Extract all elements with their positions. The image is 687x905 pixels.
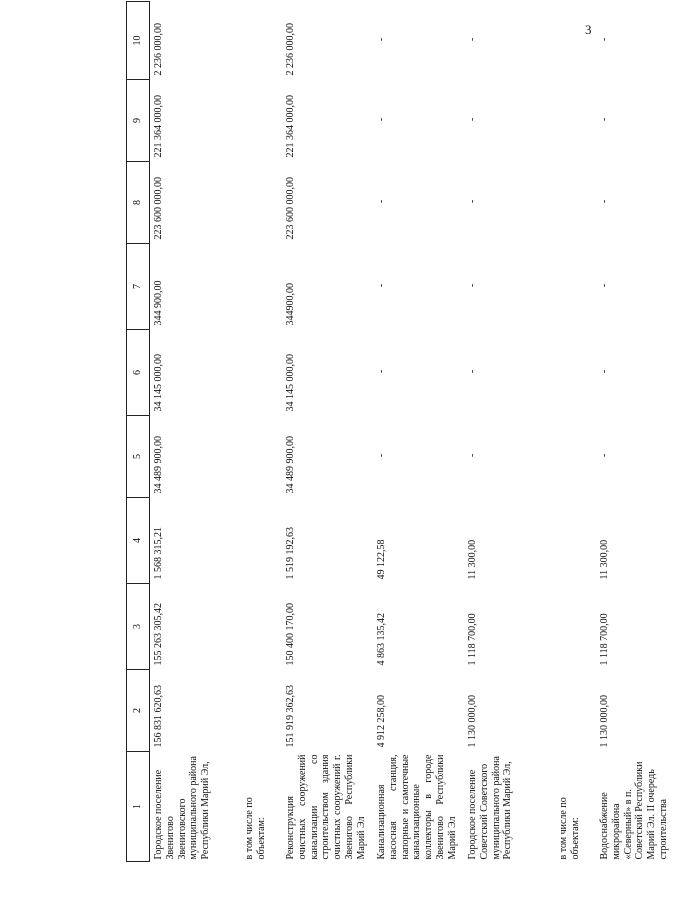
cell-col-9: - [599, 117, 610, 122]
cell-col-6 [241, 330, 282, 416]
col-header-3: 3 [127, 584, 150, 670]
cell-col-5: 34 489 900,00 [153, 436, 164, 494]
cell-col-3: 4 863 135,42 [376, 613, 387, 666]
table-row [373, 2, 464, 862]
cell-col-4: 11 300,00 [467, 539, 478, 580]
col-header-1: 1 [127, 752, 150, 862]
cell-col-7 [241, 244, 282, 330]
cell-col-5 [555, 416, 596, 498]
cell-col-2 [241, 670, 282, 752]
cell-col-6: 34 145 000,00 [285, 354, 296, 412]
cell-col-5 [241, 416, 282, 498]
col-header-9: 9 [127, 80, 150, 162]
cell-col-6: - [467, 369, 478, 374]
cell-col-7: - [599, 283, 610, 288]
row-name: в том числе по объектам: [558, 797, 581, 860]
row-name: в том числе по объектам: [244, 797, 267, 860]
cell-col-6 [555, 330, 596, 416]
table-row [241, 2, 282, 862]
cell-col-9 [555, 80, 596, 162]
cell-col-3: 1 118 700,00 [599, 613, 610, 666]
cell-col-5: - [376, 453, 387, 458]
cell-col-2: 156 831 620,63 [153, 685, 164, 748]
cell-col-8: - [467, 199, 478, 204]
col-header-5: 5 [127, 416, 150, 498]
cell-col-3: 150 400 170,00 [285, 603, 296, 666]
cell-col-7: - [376, 283, 387, 288]
table-row [282, 2, 373, 862]
cell-col-2: 1 130 000,00 [467, 695, 478, 748]
cell-col-8 [241, 162, 282, 244]
table-row [150, 2, 242, 862]
cell-col-8: - [376, 199, 387, 204]
row-name: Городское поселение Звенигово Звениговского муниципального района Республики Марий Эл, [153, 756, 212, 860]
cell-col-2 [555, 670, 596, 752]
rotated-table-container [126, 22, 669, 862]
cell-col-4: 1 519 192,63 [285, 527, 296, 580]
cell-col-3: 155 263 305,42 [153, 603, 164, 666]
row-name: Реконструкция очистных сооружений канализации со строительством здания очистных сооружений г. Звенигово Республики Марий Эл [285, 754, 367, 860]
cell-col-10: 2 236 000,00 [285, 23, 296, 76]
cell-col-7: 344 900,00 [153, 280, 164, 326]
cell-col-4: 49 122,58 [376, 539, 387, 580]
col-header-6: 6 [127, 330, 150, 416]
page-number: 3 [585, 22, 592, 37]
table-row [555, 2, 596, 862]
cell-col-3 [555, 584, 596, 670]
col-header-10: 10 [127, 2, 150, 80]
cell-col-10 [555, 2, 596, 80]
cell-col-10: - [376, 37, 387, 42]
cell-col-8 [555, 162, 596, 244]
cell-col-7 [555, 244, 596, 330]
cell-col-9: - [467, 117, 478, 122]
cell-col-8: - [599, 199, 610, 204]
cell-col-2: 4 912 258,00 [376, 695, 387, 748]
cell-col-5: - [467, 453, 478, 458]
table-row [596, 2, 687, 862]
cell-col-8: 223 600 000,00 [153, 177, 164, 240]
cell-col-6: - [599, 369, 610, 374]
row-name: Канализационная насосная станция, напорные и самотечные канализационные коллекторы в городе Звенигово Республики Марий Эл [376, 754, 458, 860]
cell-col-7: 344900,00 [285, 283, 296, 326]
header-row [127, 2, 150, 862]
cell-col-4: 1 568 315,21 [153, 527, 164, 580]
col-header-4: 4 [127, 498, 150, 584]
budget-table [126, 1, 687, 862]
cell-col-2: 1 130 000,00 [599, 695, 610, 748]
table-row [464, 2, 555, 862]
cell-col-3 [241, 584, 282, 670]
cell-col-10 [241, 2, 282, 80]
cell-col-6: 34 145 000,00 [153, 354, 164, 412]
cell-col-9: 221 364 000,00 [153, 95, 164, 158]
cell-col-9: - [376, 117, 387, 122]
cell-col-9: 221 364 000,00 [285, 95, 296, 158]
cell-col-3: 1 118 700,00 [467, 613, 478, 666]
cell-col-4 [555, 498, 596, 584]
cell-col-7: - [467, 283, 478, 288]
col-header-2: 2 [127, 670, 150, 752]
cell-col-10: - [467, 37, 478, 42]
cell-col-4 [241, 498, 282, 584]
cell-col-10: - [599, 37, 610, 42]
row-name: Водоснабжение микрорайона «Северный» в п. Советский Республики Марий Эл. II очередь строительства [599, 761, 669, 860]
cell-col-5: 34 489 900,00 [285, 436, 296, 494]
col-header-8: 8 [127, 162, 150, 244]
cell-col-10: 2 236 000,00 [153, 23, 164, 76]
cell-col-5: - [599, 453, 610, 458]
cell-col-9 [241, 80, 282, 162]
col-header-7: 7 [127, 244, 150, 330]
cell-col-6: - [376, 369, 387, 374]
row-name: Городское поселение Советский Советского муниципального района Республики Марий Эл, [467, 756, 514, 860]
cell-col-4: 11 300,00 [599, 539, 610, 580]
cell-col-2: 151 919 362,63 [285, 685, 296, 748]
cell-col-8: 223 600 000,00 [285, 177, 296, 240]
